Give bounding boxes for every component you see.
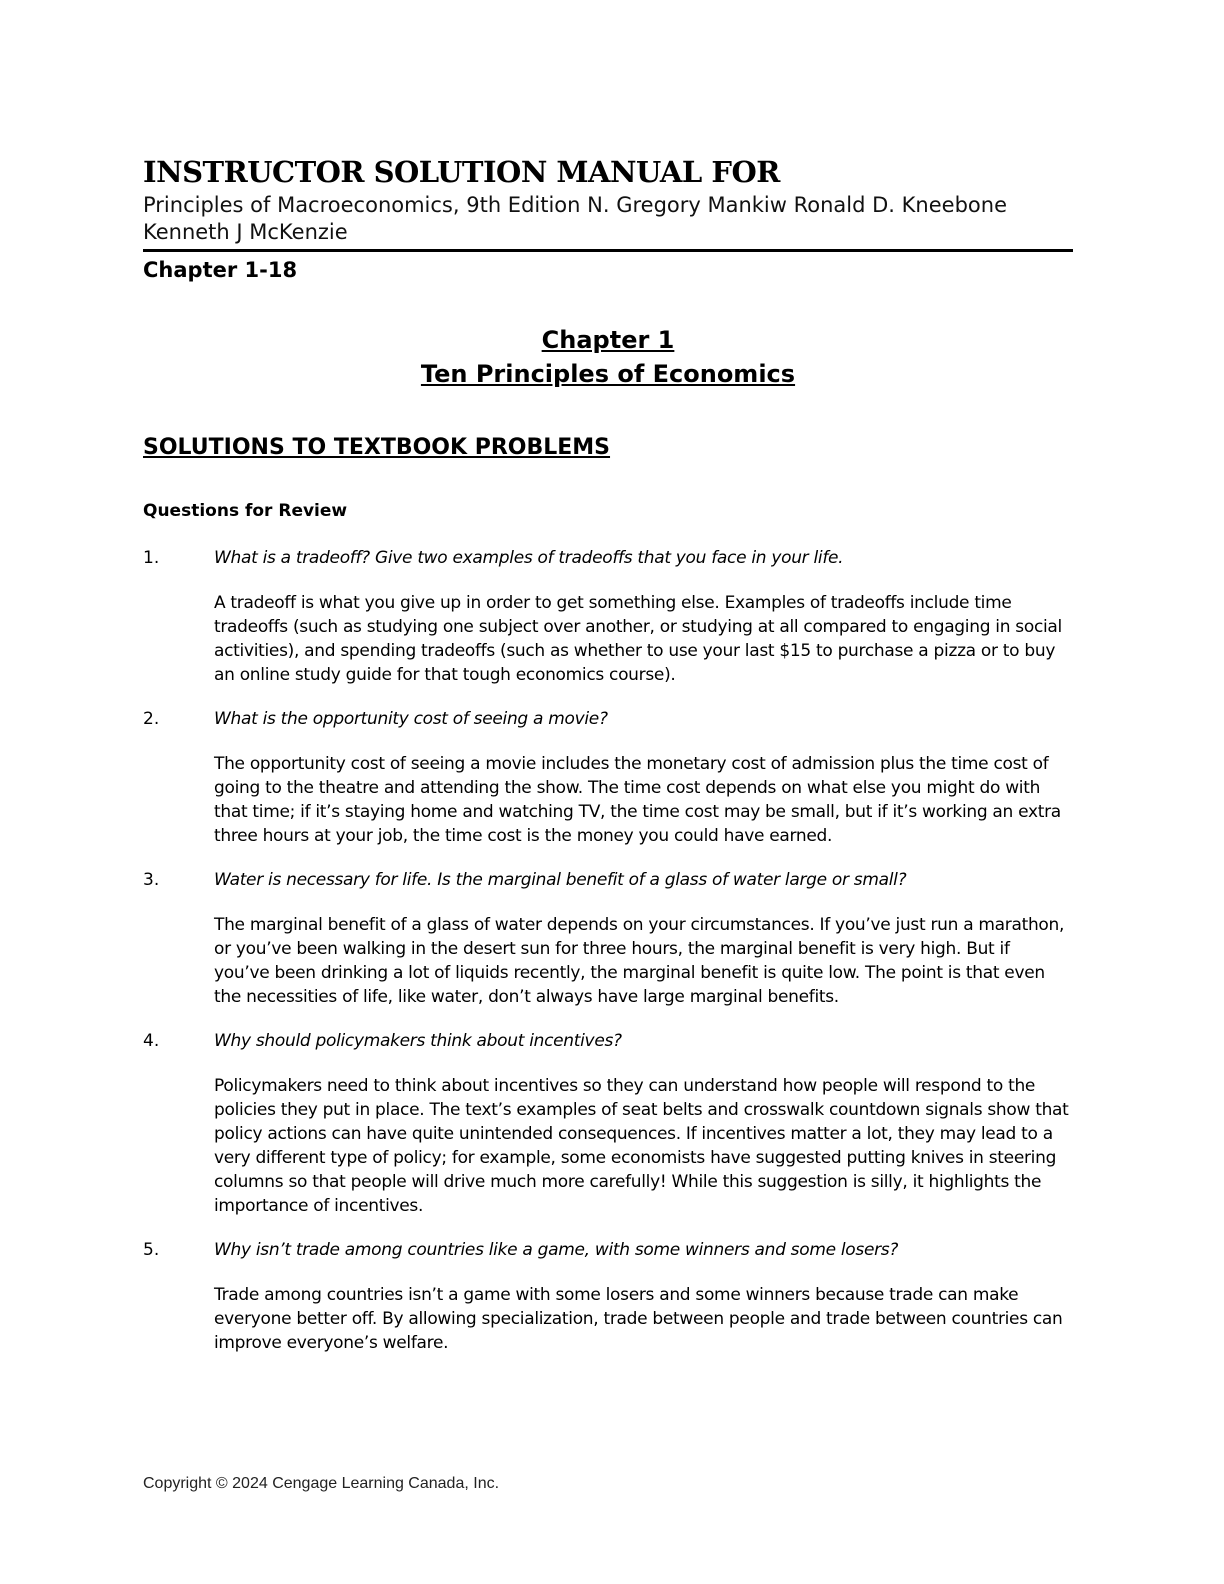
document-header — [143, 152, 1073, 246]
question-number: 2. — [143, 709, 160, 729]
question-number: 5. — [143, 1240, 160, 1260]
manual-title: INSTRUCTOR SOLUTION MANUAL FOR — [143, 155, 780, 189]
answer-text: The opportunity cost of seeing a movie includes the monetary cost of admission plus the time cost of going to the theatre and attending the show. The time cost depends on what else you might do with that time; if it’s staying home and watching TV, the time cost may be small, but if it’s working an extra three hours at your job, the time cost is the money you could have earned. — [214, 754, 1061, 846]
question-item-2 — [143, 707, 1083, 848]
questions-list — [143, 546, 1083, 1375]
question-text: What is a tradeoff? Give two examples of tradeoffs that you face in your life. — [214, 548, 844, 568]
question-item-3 — [143, 868, 1083, 1009]
solutions-heading: SOLUTIONS TO TEXTBOOK PROBLEMS — [143, 435, 611, 460]
question-item-1 — [143, 546, 1083, 687]
book-info: Principles of Macroeconomics, 9th Edition N. Gregory Mankiw Ronald D. Kneebone Kenneth J McKenzie — [143, 193, 1007, 244]
answer-text: A tradeoff is what you give up in order to get something else. Examples of tradeoffs include time tradeoffs (such as studying one subject over another, or studying at all compared to engaging in social activities), and spending tradeoffs (such as whether to use your last $15 to purchase a pizza or to buy an online study guide for that tough economics course). — [214, 593, 1062, 685]
section-label: Questions for Review — [143, 501, 348, 521]
question-item-5 — [143, 1238, 1083, 1355]
chapter-number: Chapter 1 — [541, 326, 675, 354]
copyright-footer: Copyright © 2024 Cengage Learning Canada, Inc. — [143, 1475, 500, 1492]
question-text: Why should policymakers think about incentives? — [214, 1031, 622, 1051]
question-text: Why isn’t trade among countries like a game, with some winners and some losers? — [214, 1240, 899, 1260]
chapter-range: Chapter 1-18 — [143, 258, 298, 282]
answer-text: The marginal benefit of a glass of water depends on your circumstances. If you’ve just run a marathon, or you’ve been walking in the desert sun for three hours, the marginal benefit is very high. But if you’ve been drinking a lot of liquids recently, the marginal benefit is quite low. The point is that even the necessities of life, like water, don’t always have large marginal benefits. — [214, 915, 1065, 1007]
question-text: What is the opportunity cost of seeing a movie? — [214, 709, 608, 729]
chapter-title: Ten Principles of Economics — [420, 360, 796, 388]
answer-text: Trade among countries isn’t a game with some losers and some winners because trade can make everyone better off. By allowing specialization, trade between people and trade between countries can improve everyone’s welfare. — [214, 1285, 1063, 1353]
question-number: 1. — [143, 548, 160, 568]
question-number: 3. — [143, 870, 160, 890]
question-number: 4. — [143, 1031, 160, 1051]
header-divider — [143, 249, 1073, 252]
answer-text: Policymakers need to think about incentives so they can understand how people will respond to the policies they put in place. The text’s examples of seat belts and crosswalk countdown signals show that policy actions can have quite unintended consequences. If incentives matter a lot, they may lead to a very different type of policy; for example, some economists have suggested putting knives in steering columns so that people will drive much more carefully! While this suggestion is silly, it highlights the importance of incentives. — [214, 1076, 1069, 1216]
question-text: Water is necessary for life. Is the marginal benefit of a glass of water large or small? — [214, 870, 907, 890]
question-item-4 — [143, 1029, 1083, 1218]
